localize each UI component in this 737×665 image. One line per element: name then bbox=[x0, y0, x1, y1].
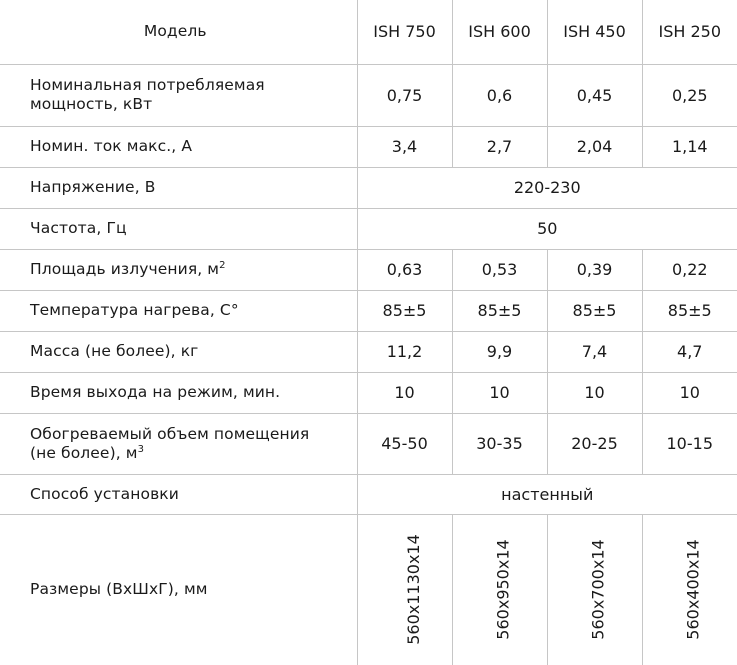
area-value: 0,63 bbox=[357, 249, 452, 290]
temperature-value: 85±5 bbox=[357, 290, 452, 331]
current-value: 3,4 bbox=[357, 126, 452, 167]
voltage-row bbox=[0, 167, 737, 208]
mass-value: 4,7 bbox=[642, 331, 737, 372]
power-row bbox=[0, 64, 737, 126]
area-label: Площадь излучения, м bbox=[30, 260, 220, 278]
power-label: Номинальная потребляемая мощность, кВт bbox=[0, 64, 357, 126]
size-label: Размеры (ВхШхГ), мм bbox=[30, 580, 208, 599]
temperature-row bbox=[0, 290, 737, 331]
warmup-value: 10 bbox=[642, 372, 737, 413]
warmup-row bbox=[0, 372, 737, 413]
volume-unit-exponent: 3 bbox=[137, 443, 145, 455]
area-value: 0,53 bbox=[452, 249, 547, 290]
current-value: 2,7 bbox=[452, 126, 547, 167]
frequency-row bbox=[0, 208, 737, 249]
volume-value: 45-50 bbox=[357, 413, 452, 474]
current-label: Номин. ток макс., А bbox=[0, 126, 357, 167]
mass-label: Масса (не более), кг bbox=[0, 331, 357, 372]
area-value: 0,39 bbox=[547, 249, 642, 290]
volume-value: 30-35 bbox=[452, 413, 547, 474]
mounting-value: настенный bbox=[357, 474, 737, 514]
voltage-label: Напряжение, В bbox=[0, 167, 357, 208]
size-cell bbox=[642, 514, 737, 665]
mass-value: 11,2 bbox=[357, 331, 452, 372]
mass-row bbox=[0, 331, 737, 372]
power-value: 0,6 bbox=[452, 64, 547, 126]
volume-value: 20-25 bbox=[547, 413, 642, 474]
model-name: ISH 250 bbox=[642, 0, 737, 64]
power-value: 0,25 bbox=[642, 64, 737, 126]
warmup-label: Время выхода на режим, мин. bbox=[0, 372, 357, 413]
area-value: 0,22 bbox=[642, 249, 737, 290]
model-name: ISH 600 bbox=[452, 0, 547, 64]
frequency-label: Частота, Гц bbox=[0, 208, 357, 249]
mass-value: 7,4 bbox=[547, 331, 642, 372]
power-value: 0,45 bbox=[547, 64, 642, 126]
current-value: 2,04 bbox=[547, 126, 642, 167]
size-value: 560х1130х14 bbox=[403, 534, 423, 646]
area-label-cell bbox=[0, 249, 357, 290]
size-cell bbox=[452, 514, 547, 665]
model-name: ISH 750 bbox=[357, 0, 452, 64]
mass-value: 9,9 bbox=[452, 331, 547, 372]
temperature-value: 85±5 bbox=[452, 290, 547, 331]
current-value: 1,14 bbox=[642, 126, 737, 167]
size-value: 560х700х14 bbox=[588, 539, 608, 640]
size-row bbox=[0, 514, 737, 665]
area-unit-exponent: 2 bbox=[219, 259, 226, 271]
frequency-value: 50 bbox=[357, 208, 737, 249]
size-cell bbox=[547, 514, 642, 665]
warmup-value: 10 bbox=[547, 372, 642, 413]
volume-value: 10-15 bbox=[642, 413, 737, 474]
warmup-value: 10 bbox=[357, 372, 452, 413]
mounting-row bbox=[0, 474, 737, 514]
model-header-label: Модель bbox=[0, 0, 357, 64]
temperature-value: 85±5 bbox=[547, 290, 642, 331]
mounting-label: Способ установки bbox=[0, 474, 357, 514]
power-value: 0,75 bbox=[357, 64, 452, 126]
volume-row bbox=[0, 413, 737, 474]
size-cell bbox=[357, 514, 452, 665]
temperature-label: Температура нагрева, С° bbox=[0, 290, 357, 331]
current-row bbox=[0, 126, 737, 167]
voltage-value: 220-230 bbox=[357, 167, 737, 208]
temperature-value: 85±5 bbox=[642, 290, 737, 331]
volume-label-cell bbox=[0, 413, 357, 474]
volume-label-line2: (не более), м bbox=[30, 443, 138, 462]
area-row bbox=[0, 249, 737, 290]
size-value: 560х950х14 bbox=[493, 539, 513, 640]
model-row bbox=[0, 0, 737, 64]
volume-label-line1: Обогреваемый объем помещения bbox=[30, 424, 310, 443]
model-name: ISH 450 bbox=[547, 0, 642, 64]
warmup-value: 10 bbox=[452, 372, 547, 413]
size-value: 560х400х14 bbox=[683, 539, 703, 640]
